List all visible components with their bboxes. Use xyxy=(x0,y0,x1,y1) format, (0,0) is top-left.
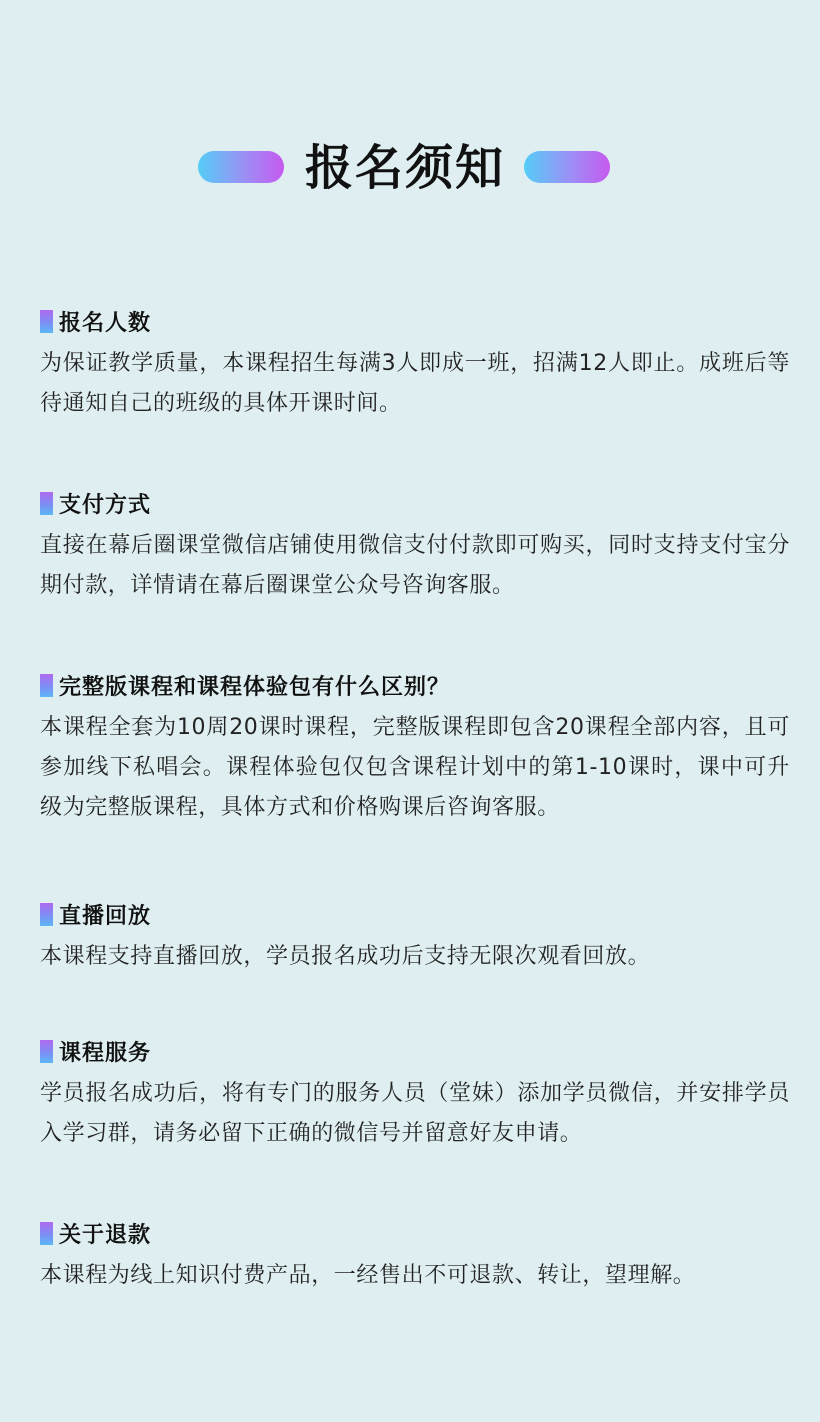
section-title: 报名人数 xyxy=(59,310,152,336)
section-body: 学员报名成功后，将有专门的服务人员（堂妹）添加学员微信，并安排学员入学习群，请务必留下正确的微信号并留意好友申请。 xyxy=(40,1081,790,1146)
section-heading xyxy=(40,1036,790,1066)
section-marker-icon xyxy=(40,1222,53,1245)
section-heading xyxy=(40,670,790,700)
section-title: 直播回放 xyxy=(59,903,152,929)
section-heading xyxy=(40,1218,790,1248)
section-heading xyxy=(40,488,790,518)
section-heading xyxy=(40,899,790,929)
section-marker-icon xyxy=(40,1040,53,1063)
section-refund-policy xyxy=(40,1218,790,1296)
page-header xyxy=(0,128,820,208)
section-marker-icon xyxy=(40,674,53,697)
page-title: 报名须知 xyxy=(304,140,505,196)
section-title: 完整版课程和课程体验包有什么区别？ xyxy=(59,674,451,700)
section-title: 课程服务 xyxy=(59,1040,152,1066)
section-body: 本课程支持直播回放，学员报名成功后支持无限次观看回放。 xyxy=(40,944,651,969)
section-payment-method xyxy=(40,488,790,606)
section-version-difference xyxy=(40,670,790,828)
section-enrollment-size xyxy=(40,306,790,424)
section-heading xyxy=(40,306,790,336)
section-marker-icon xyxy=(40,492,53,515)
section-body: 本课程为线上知识付费产品，一经售出不可退款、转让，望理解。 xyxy=(40,1263,696,1288)
section-body: 为保证教学质量，本课程招生每满3人即成一班，招满12人即止。成班后等待通知自己的班级的具体开课时间。 xyxy=(40,351,790,416)
decorative-pill-right xyxy=(524,151,610,183)
section-title: 支付方式 xyxy=(59,492,152,518)
decorative-pill-left xyxy=(198,151,284,183)
section-course-service xyxy=(40,1036,790,1154)
section-title: 关于退款 xyxy=(59,1222,152,1248)
section-live-replay xyxy=(40,899,790,977)
section-marker-icon xyxy=(40,310,53,333)
section-body: 本课程全套为10周20课时课程，完整版课程即包含20课程全部内容，且可参加线下私唱会。课程体验包仅包含课程计划中的第1-10课时，课中可升级为完整版课程，具体方式和价格购课后咨询客服。 xyxy=(40,715,790,820)
section-body: 直接在幕后圈课堂微信店铺使用微信支付付款即可购买，同时支持支付宝分期付款，详情请在幕后圈课堂公众号咨询客服。 xyxy=(40,533,790,598)
section-marker-icon xyxy=(40,903,53,926)
